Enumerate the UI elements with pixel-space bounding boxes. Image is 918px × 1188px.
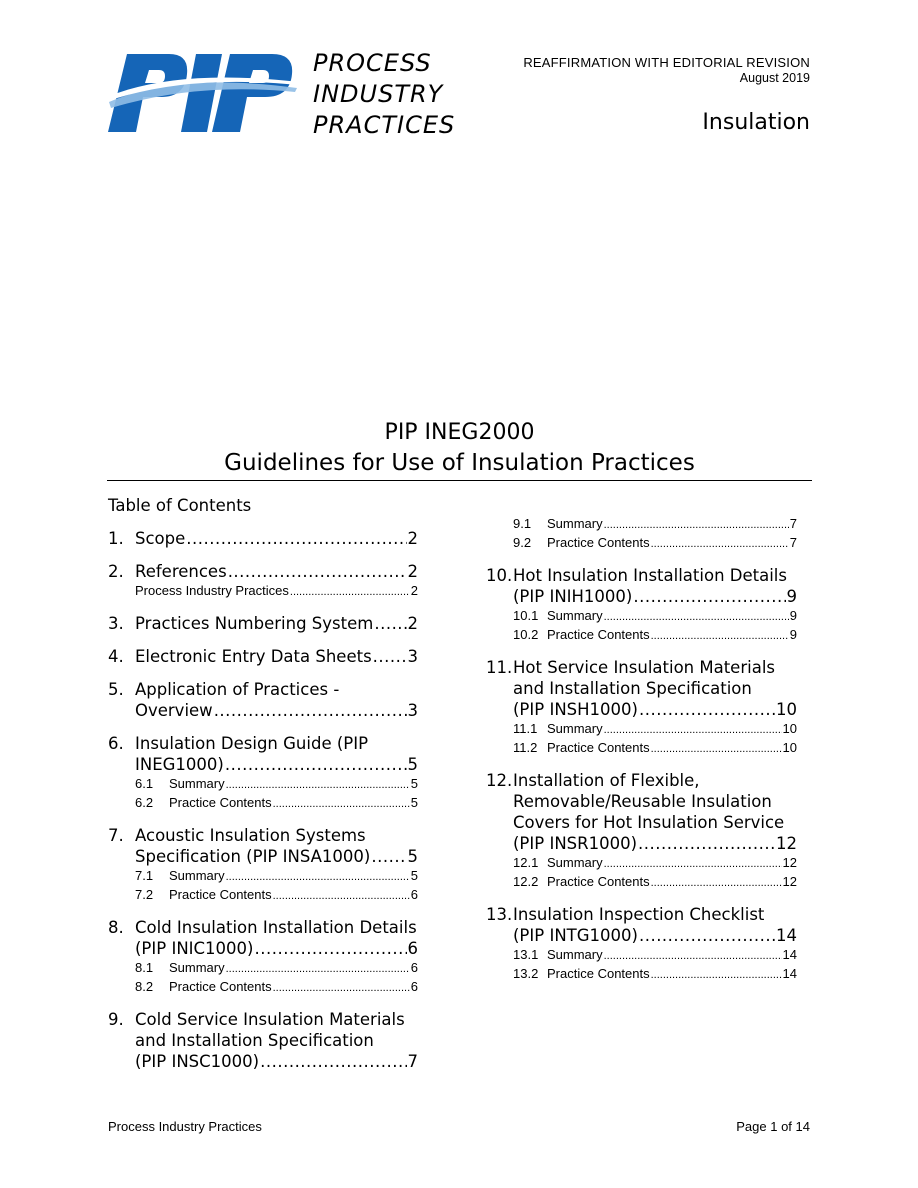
entry-body <box>135 825 418 905</box>
entry-title-line <box>513 678 797 699</box>
dot-leader <box>228 561 407 582</box>
pip-logo <box>107 52 299 134</box>
subentry-title: Practice Contents <box>547 535 650 550</box>
subentry-number: 11.2 <box>513 740 538 755</box>
toc-entry-main <box>108 679 418 721</box>
dot-leader <box>214 700 407 721</box>
entry-number: 6. <box>108 734 124 753</box>
entry-page: 5 <box>407 847 418 866</box>
toc-entry[interactable] <box>486 770 797 892</box>
entry-title-text: (PIP INSC1000) <box>135 1052 260 1071</box>
entry-number: 3. <box>108 614 124 633</box>
entry-title-text: Practices Numbering System <box>135 614 374 633</box>
subentry-title: Process Industry Practices <box>135 583 289 598</box>
entry-title-line <box>135 679 418 700</box>
entry-title-text: Acoustic Insulation Systems <box>135 826 366 845</box>
logo-line-process: PROCESS <box>313 49 432 77</box>
entry-page: 7 <box>407 1052 418 1071</box>
entry-body <box>135 528 418 549</box>
footer-publisher: Process Industry Practices <box>108 1119 262 1134</box>
dot-leader <box>373 646 407 667</box>
logo-line-practices: PRACTICES <box>313 111 456 139</box>
subentry-page: 14 <box>782 966 797 981</box>
toc-entry[interactable] <box>108 733 418 813</box>
subentry-number: 7.1 <box>135 868 154 883</box>
entry-number: 1. <box>108 529 124 548</box>
subentry-number: 12.1 <box>513 855 539 870</box>
dot-leader <box>651 873 782 892</box>
toc-entry[interactable] <box>486 565 797 645</box>
dot-leader <box>651 965 782 984</box>
logo-wordmark <box>313 48 455 141</box>
entry-title-line-last <box>135 613 418 634</box>
dot-leader <box>651 534 789 553</box>
subentry-page: 9 <box>789 627 797 642</box>
subentry-number: 10.1 <box>513 608 539 623</box>
page-number: Page 1 of 14 <box>736 1119 810 1134</box>
dot-leader <box>273 794 410 813</box>
entry-number: 9. <box>108 1010 124 1029</box>
entry-number: 2. <box>108 562 124 581</box>
subentry-title: Summary <box>169 776 225 791</box>
subentry-page: 10 <box>782 740 797 755</box>
entry-title-line <box>135 825 418 846</box>
toc-entry[interactable] <box>108 1009 418 1072</box>
subentry-title: Practice Contents <box>169 795 272 810</box>
entry-body <box>135 561 418 601</box>
dot-leader <box>639 925 775 946</box>
entry-title-line-last <box>135 528 418 549</box>
entry-title-line-last <box>513 833 797 854</box>
entry-title-text: Hot Service Insulation Materials <box>513 658 775 677</box>
entry-title-text: Hot Insulation Installation Details <box>513 566 787 585</box>
entry-title-text: INEG1000) <box>135 755 224 774</box>
subentry-title: Summary <box>547 516 603 531</box>
toc-entry-main <box>108 613 418 634</box>
entry-title-text: Specification (PIP INSA1000) <box>135 847 371 866</box>
document-status <box>523 55 810 86</box>
subentry-number: 10.2 <box>513 627 539 642</box>
entry-title-text: Covers for Hot Insulation Service <box>513 813 785 832</box>
subentry-title: Practice Contents <box>547 627 650 642</box>
subentry-page: 7 <box>789 516 797 531</box>
entry-title-text: Scope <box>135 529 186 548</box>
dot-leader <box>226 775 410 794</box>
toc-entry-main <box>108 733 418 813</box>
toc-entry-main <box>108 646 418 667</box>
toc-subentry[interactable] <box>513 946 797 965</box>
subentry-number: 11.1 <box>513 721 538 736</box>
entry-number: 5. <box>108 680 124 699</box>
entry-title-text: References <box>135 562 227 581</box>
subentry-page: 12 <box>782 874 797 889</box>
dot-leader <box>226 959 410 978</box>
toc-entry-main <box>108 561 418 601</box>
subentry-page: 5 <box>410 868 418 883</box>
subentry-title: Practice Contents <box>547 740 650 755</box>
entry-title-line <box>513 770 797 791</box>
dot-leader <box>273 978 410 997</box>
entry-number: 8. <box>108 918 124 937</box>
subentry-number: 6.1 <box>135 776 154 791</box>
subentry-page: 12 <box>782 855 797 870</box>
dot-leader <box>260 1051 406 1072</box>
revision-date: August 2019 <box>739 71 810 85</box>
toc-entry-main <box>108 825 418 905</box>
entry-number: 10. <box>486 566 513 585</box>
dot-leader <box>604 946 782 965</box>
entry-title-text: Overview <box>135 701 213 720</box>
entry-title-line-last <box>513 586 797 607</box>
entry-body <box>513 904 797 984</box>
toc-entry-main <box>486 657 797 758</box>
entry-body <box>135 1009 418 1072</box>
subentry-page: 6 <box>410 979 418 994</box>
entry-title-text: (PIP INSR1000) <box>513 834 638 853</box>
entry-title-text: (PIP INIH1000) <box>513 587 633 606</box>
entry-title-text: Installation of Flexible, <box>513 771 700 790</box>
toc-entry-main <box>486 565 797 645</box>
entry-number: 11. <box>486 658 513 677</box>
entry-title-text: Insulation Inspection Checklist <box>513 905 765 924</box>
subentry-title: Practice Contents <box>169 887 272 902</box>
toc-subentry[interactable] <box>513 854 797 873</box>
entry-title-text: Application of Practices - <box>135 680 340 699</box>
dot-leader <box>651 626 789 645</box>
entry-title-line <box>513 791 797 812</box>
subentry-title: Summary <box>169 868 225 883</box>
entry-title-text: (PIP INSH1000) <box>513 700 638 719</box>
subentry-title: Practice Contents <box>547 966 650 981</box>
dot-leader <box>371 846 406 867</box>
entry-page: 9 <box>786 587 797 606</box>
title-divider <box>107 480 812 481</box>
entry-title-text: (PIP INTG1000) <box>513 926 638 945</box>
toc-entry[interactable] <box>108 613 418 634</box>
entry-page: 2 <box>407 529 418 548</box>
dot-leader <box>633 586 785 607</box>
toc-subentry[interactable] <box>513 626 797 645</box>
dot-leader <box>290 582 410 601</box>
dot-leader <box>186 528 406 549</box>
subentry-number: 8.2 <box>135 979 154 994</box>
title-block <box>107 419 812 479</box>
subentry-number: 12.2 <box>513 874 539 889</box>
dot-leader <box>604 607 789 626</box>
entry-title-text: Insulation Design Guide (PIP <box>135 734 369 753</box>
toc-entry[interactable] <box>486 904 797 984</box>
toc-left-column <box>108 528 418 1084</box>
entry-number: 13. <box>486 905 513 924</box>
entry-title-line-last <box>513 925 797 946</box>
entry-title-line <box>135 1030 418 1051</box>
entry-title-text: and Installation Specification <box>135 1031 374 1050</box>
toc-entry[interactable] <box>486 657 797 758</box>
subentry-number: 9.1 <box>513 516 532 531</box>
subentry-title: Summary <box>547 608 603 623</box>
entry-title-text: Cold Insulation Installation Details <box>135 918 417 937</box>
entry-title-line-last <box>135 700 418 721</box>
subentry-page: 10 <box>782 721 797 736</box>
entry-page: 10 <box>776 700 797 719</box>
entry-title-line <box>135 733 418 754</box>
entry-title-line <box>135 917 418 938</box>
toc-subentry[interactable] <box>513 965 797 984</box>
toc-subentry[interactable] <box>135 867 418 886</box>
toc-subentry[interactable] <box>135 775 418 794</box>
entry-title-text: Removable/Reusable Insulation <box>513 792 772 811</box>
entry-title-line <box>513 565 797 586</box>
toc-subentry[interactable] <box>135 886 418 905</box>
entry-title-text: Cold Service Insulation Materials <box>135 1010 405 1029</box>
subentry-number: 7.2 <box>135 887 154 902</box>
dot-leader <box>638 833 775 854</box>
entry-title-line <box>135 1009 418 1030</box>
toc-heading: Table of Contents <box>108 496 252 515</box>
entry-title-line-last <box>135 646 418 667</box>
dot-leader <box>639 699 775 720</box>
toc-entry[interactable] <box>108 679 418 721</box>
entry-body <box>513 770 797 892</box>
entry-title-line-last <box>513 699 797 720</box>
subentry-title: Practice Contents <box>169 979 272 994</box>
entry-page: 3 <box>407 701 418 720</box>
toc-subentry[interactable] <box>513 515 797 534</box>
entry-title-text: and Installation Specification <box>513 679 752 698</box>
entry-page: 3 <box>407 647 418 666</box>
toc-subentry[interactable] <box>135 794 418 813</box>
subentry-number: 8.1 <box>135 960 154 975</box>
toc-subentry[interactable] <box>513 739 797 758</box>
entry-body <box>513 657 797 758</box>
dot-leader <box>604 720 782 739</box>
subentry-title: Summary <box>169 960 225 975</box>
subentry-page: 7 <box>789 535 797 550</box>
entry-page: 12 <box>776 834 797 853</box>
toc-continued-subentries <box>486 515 797 553</box>
subentry-title: Summary <box>547 947 603 962</box>
subentry-number: 13.1 <box>513 947 539 962</box>
entry-page: 2 <box>407 614 418 633</box>
entry-title-line <box>513 812 797 833</box>
entry-title-line-last <box>135 846 418 867</box>
toc-entry[interactable] <box>108 917 418 997</box>
subentry-page: 14 <box>782 947 797 962</box>
dot-leader <box>604 515 789 534</box>
entry-body <box>513 565 797 645</box>
subentry-page: 6 <box>410 960 418 975</box>
document-title: Guidelines for Use of Insulation Practices <box>224 450 695 476</box>
toc-subentry[interactable] <box>513 720 797 739</box>
entry-title-line <box>513 657 797 678</box>
dot-leader <box>651 739 782 758</box>
toc-entry[interactable] <box>108 825 418 905</box>
toc-entry-main <box>486 770 797 892</box>
dot-leader <box>225 754 407 775</box>
subentry-title: Practice Contents <box>547 874 650 889</box>
entry-title-text: Electronic Entry Data Sheets <box>135 647 372 666</box>
subentry-page: 2 <box>410 583 418 598</box>
entry-title-text: (PIP INIC1000) <box>135 939 254 958</box>
entry-number: 4. <box>108 647 124 666</box>
toc-entry-main <box>108 528 418 549</box>
entry-title-line-last <box>135 561 418 582</box>
entry-body <box>135 646 418 667</box>
entry-number: 7. <box>108 826 124 845</box>
entry-title-line-last <box>135 1051 418 1072</box>
entry-body <box>135 917 418 997</box>
toc-entry-main <box>486 904 797 984</box>
entry-title-line <box>513 904 797 925</box>
toc-entry-main <box>108 917 418 997</box>
dot-leader <box>254 938 406 959</box>
document-id: PIP INEG2000 <box>384 420 535 445</box>
dot-leader <box>273 886 410 905</box>
entry-title-line-last <box>135 754 418 775</box>
toc-entry[interactable] <box>108 646 418 667</box>
subentry-page: 5 <box>410 776 418 791</box>
logo-line-industry: INDUSTRY <box>313 80 444 108</box>
toc-entry-main <box>108 1009 418 1072</box>
toc-subentry[interactable] <box>513 534 797 553</box>
toc-subentry[interactable] <box>513 873 797 892</box>
subentry-page: 9 <box>789 608 797 623</box>
toc-subentry[interactable] <box>513 607 797 626</box>
entry-page: 5 <box>407 755 418 774</box>
toc-right-column <box>486 515 797 996</box>
toc-subentry[interactable] <box>135 978 418 997</box>
entry-page: 6 <box>407 939 418 958</box>
entry-body <box>135 679 418 721</box>
toc-entry[interactable] <box>108 561 418 601</box>
subentry-title: Summary <box>547 855 603 870</box>
toc-entry[interactable] <box>108 528 418 549</box>
entry-title-line-last <box>135 938 418 959</box>
entry-body <box>135 733 418 813</box>
dot-leader <box>374 613 406 634</box>
entry-body <box>135 613 418 634</box>
dot-leader <box>226 867 410 886</box>
document-category: Insulation <box>702 110 810 135</box>
subentry-title: Summary <box>547 721 603 736</box>
subentry-page: 6 <box>410 887 418 902</box>
toc-subentry[interactable] <box>135 582 418 601</box>
entry-number: 12. <box>486 771 513 790</box>
entry-page: 14 <box>776 926 797 945</box>
subentry-number: 9.2 <box>513 535 532 550</box>
subentry-page: 5 <box>410 795 418 810</box>
toc-subentry[interactable] <box>135 959 418 978</box>
subentry-number: 13.2 <box>513 966 539 981</box>
dot-leader <box>604 854 782 873</box>
subentry-number: 6.2 <box>135 795 154 810</box>
entry-page: 2 <box>407 562 418 581</box>
status-text: REAFFIRMATION WITH EDITORIAL REVISION <box>523 55 810 70</box>
